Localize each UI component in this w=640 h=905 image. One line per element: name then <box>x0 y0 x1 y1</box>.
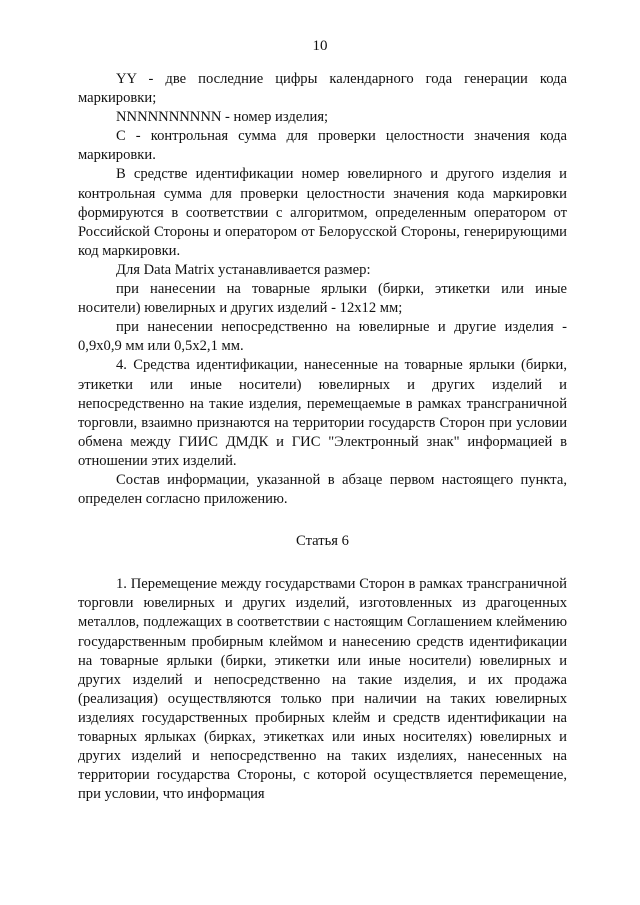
article-paragraph-movement: 1. Перемещение между государствами Сторон в рамках трансграничной торговли ювелирных и других изделий, изготовленных из драгоценных металлов, подлежащих в соответствии с настоящим Соглашением клеймению государственным пробирным клеймом и нанесению средств идентификации на товарные ярлыки (бирки, этикетки или иные носители) ювелирных и других изделий и непосредственно на такие изделия, и их продажа (реализация) осуществляются только при наличии на таких ювелирных изделиях государственных пробирных клейм и средств идентификации на товарных ярлыках (бирках, этикетках или иных носителях) ювелирных и других изделий и непосредственно на таких изделиях, нанесенных на территории государства Стороны, с которой осуществляется перемещение, при условии, что информация <box>78 576 567 803</box>
paragraph-label-size: при нанесении на товарные ярлыки (бирки, этикетки или иные носители) ювелирных и других изделий - 12х12 мм; <box>78 281 567 317</box>
paragraph-mutual-recognition: 4. Средства идентификации, нанесенные на товарные ярлыки (бирки, этикетки или иные носители) ювелирных и других изделий и непосредственно на такие изделия, перемещаемые в рамках трансграничной торговли, взаимно признаются на территории государств Сторон при условии обмена между ГИИС ДМДК и ГИС "Электронный знак" информацией в отношении этих изделий. <box>78 357 567 469</box>
document-body <box>78 70 567 804</box>
paragraph-direct-size: при нанесении непосредственно на ювелирные и другие изделия - 0,9х0,9 мм или 0,5х2,1 мм. <box>78 319 567 355</box>
paragraph-item-number: NNNNNNNNNN - номер изделия; <box>116 109 329 126</box>
paragraph-checksum: C - контрольная сумма для проверки целостности значения кода маркировки. <box>78 128 567 164</box>
page-number: 10 <box>312 38 328 54</box>
article-title: Статья 6 <box>296 533 349 550</box>
paragraph-identification-formation: В средстве идентификации номер ювелирного и другого изделия и контрольная сумма для проверки целостности значения кода маркировки формируются в соответствии с алгоритмом, определенным оператором от Российской Стороны и оператором от Белорусской Стороны, генерирующими код маркировки. <box>78 166 567 259</box>
paragraph-information-composition: Состав информации, указанной в абзаце первом настоящего пункта, определен согласно приложению. <box>78 471 567 508</box>
paragraph-data-matrix-size: Для Data Matrix устанавливается размер: <box>116 261 371 278</box>
paragraph-yy: YY - две последние цифры календарного года генерации кода маркировки; <box>78 71 567 107</box>
